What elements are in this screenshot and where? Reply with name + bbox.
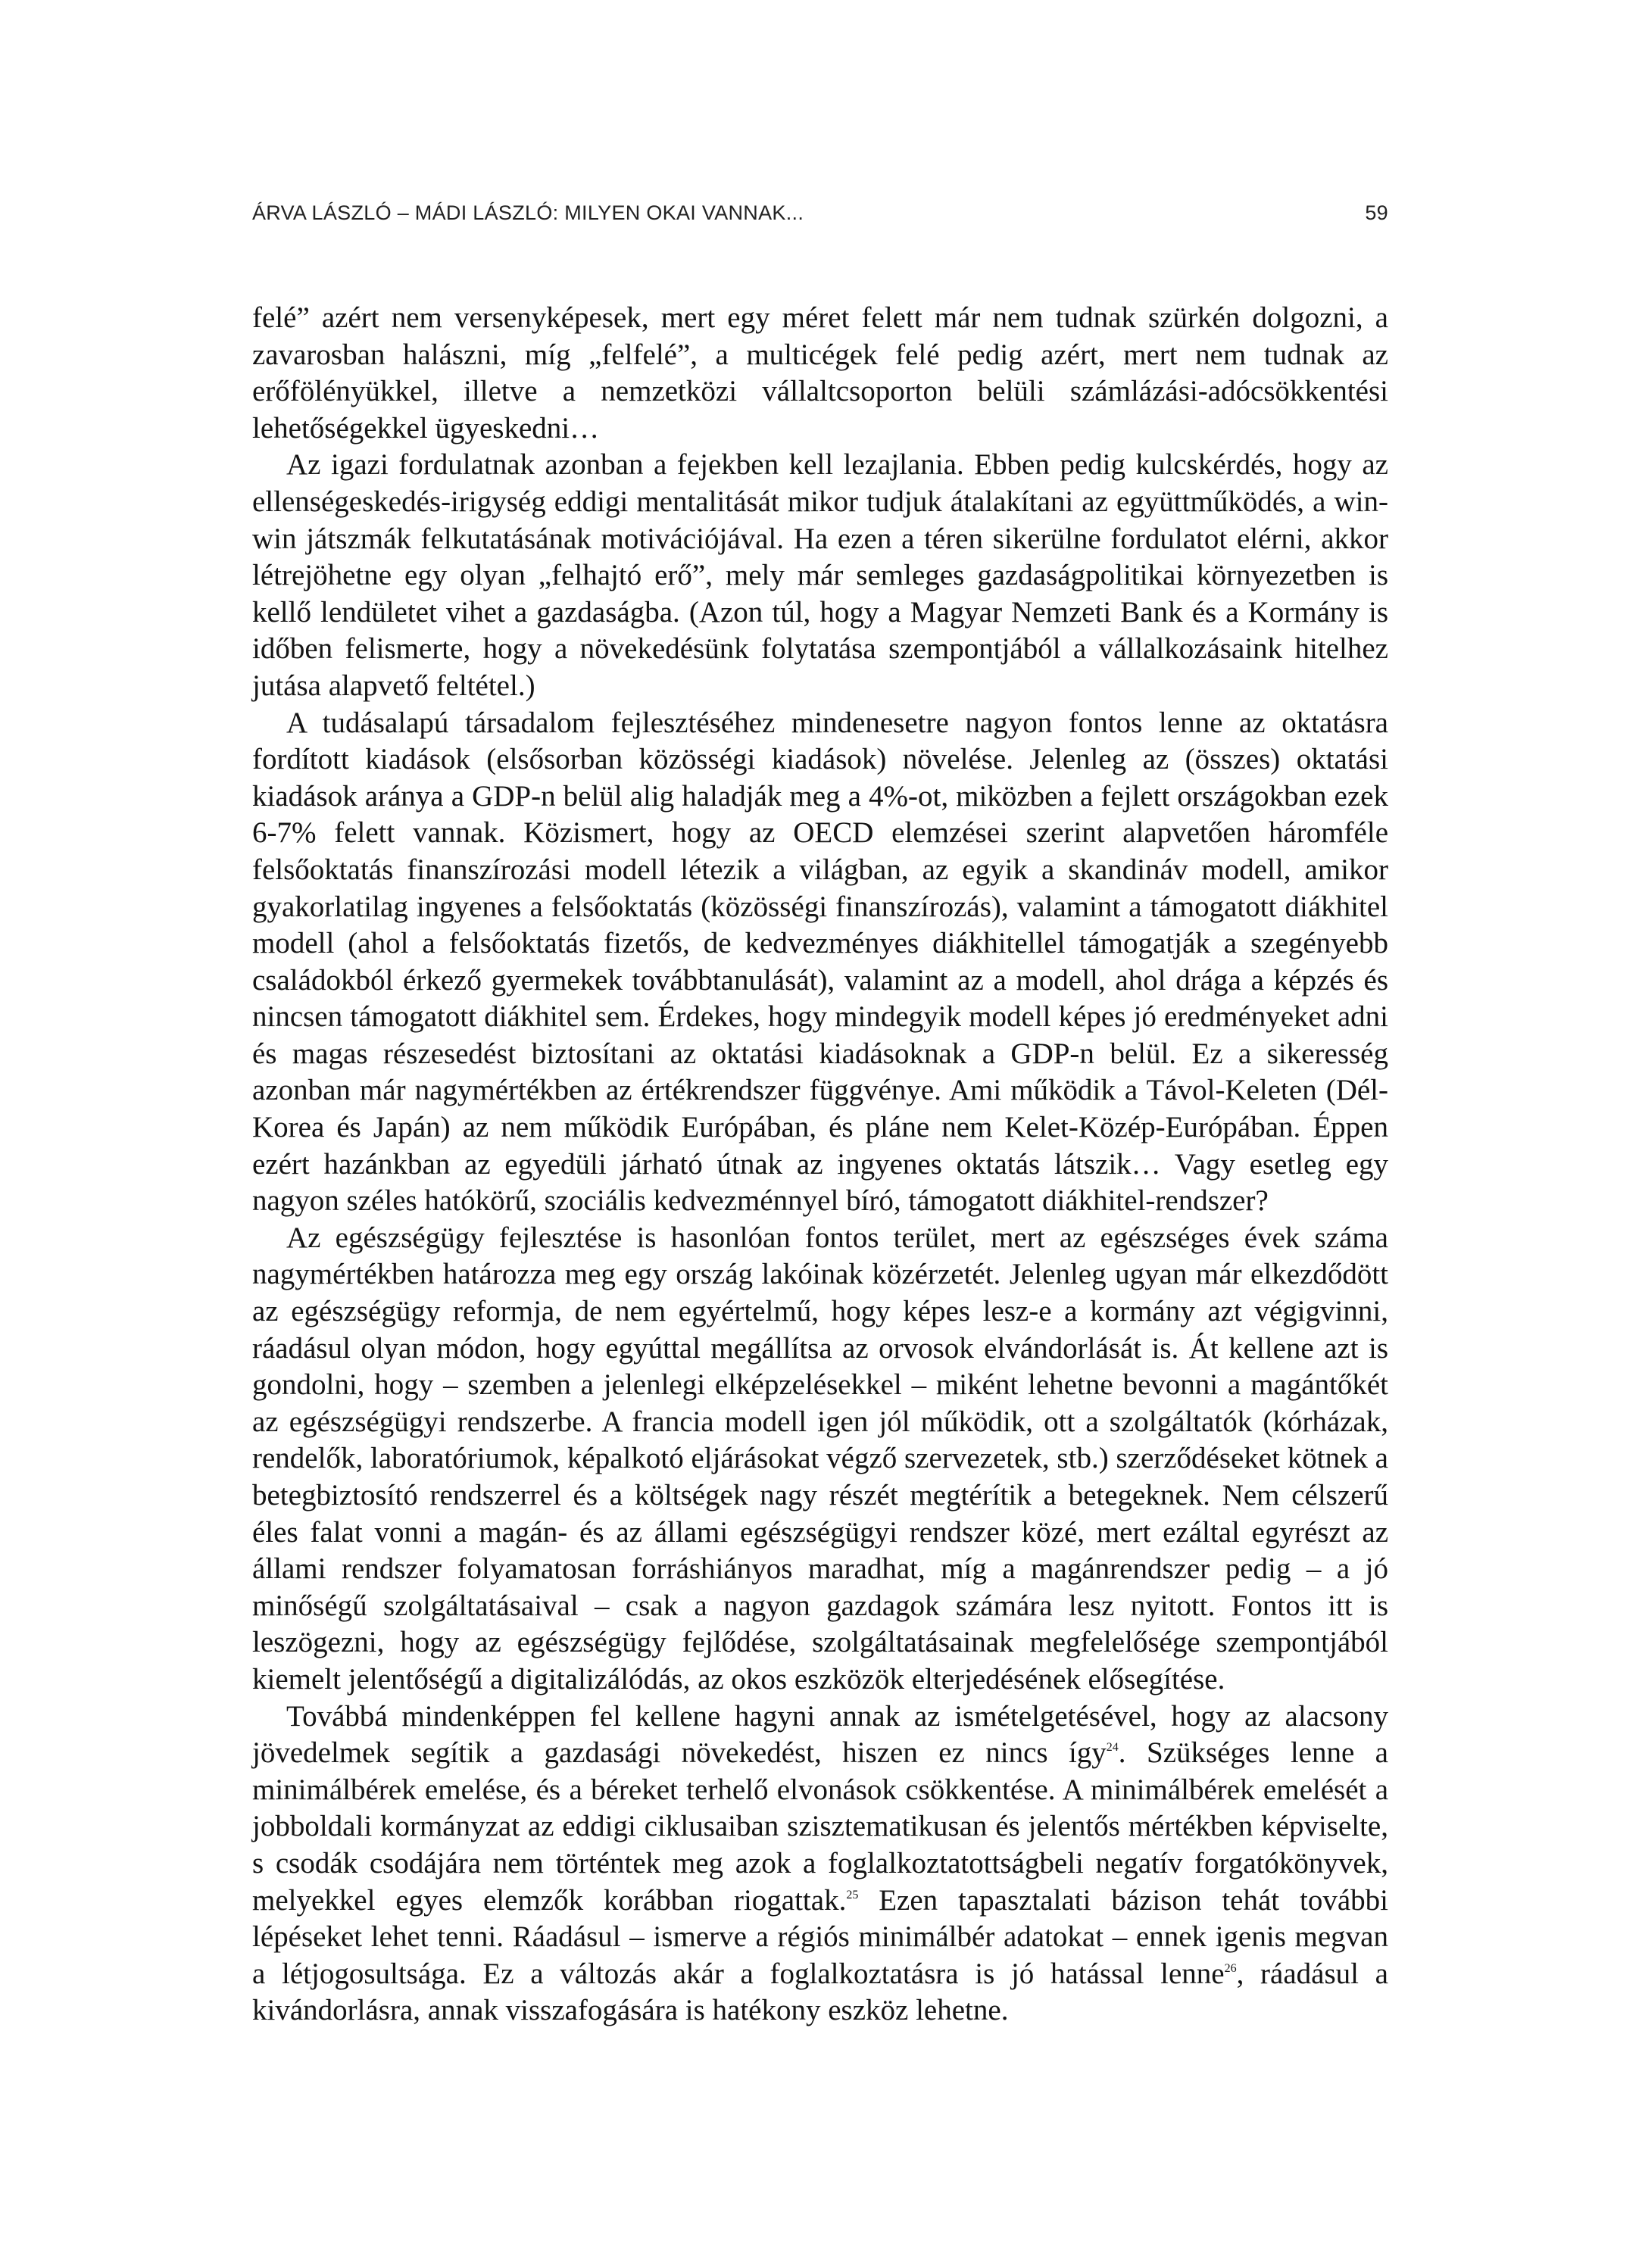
paragraph	[252, 1699, 1388, 2029]
paragraph-text: . Szükséges lenne a minimálbérek emelése, és a béreket terhelő elvonások csökkentése. A minimálbérek emelését a jobboldali kormányzat az eddigi ciklusaiban szisztematikusan és jelentős mértékben képviselte, s csodák csodájára nem történtek meg azok a foglalkoztatottságbeli negatív forgatókönyvek, melyekkel egyes elemzők korábban riogattak.	[252, 1736, 1388, 1917]
paragraph-text: , ráadásul a kivándorlásra, annak visszafogására is hatékony eszköz lehetne.	[252, 1957, 1388, 2027]
paragraph-text: A tudásalapú társadalom fejlesztéséhez mindenesetre nagyon fontos lenne az oktatásra fordított kiadások (elsősorban közösségi kiadások) növelése. Jelenleg az (összes) oktatási kiadások aránya a GDP-n belül alig haladják meg a 4%-ot, miközben a fejlett országokban ezek 6-7% felett vannak. Közismert, hogy az OECD elemzései szerint alapvetően háromféle felsőoktatás finanszírozási modell létezik a világban, az egyik a skandináv modell, amikor gyakorlatilag ingyenes a felsőoktatás (közösségi finanszírozás), valamint a támogatott diákhitel modell (ahol a felsőoktatás fizetős, de kedvezményes diákhitellel támogatják a szegényebb családokból érkező gyermekek továbbtanulását), valamint az a modell, ahol drága a képzés és nincsen támogatott diákhitel sem. Érdekes, hogy mindegyik modell képes jó eredményeket adni és magas részesedést biztosítani az oktatási kiadásoknak a GDP-n belül. Ez a sikeresség azonban már nagymértékben az értékrendszer függvénye. Ami működik a Távol-Keleten (Dél-Korea és Japán) az nem működik Európában, és pláne nem Kelet-Közép-Európában. Éppen ezért hazánkban az egyedüli járható útnak az ingyenes oktatás látszik… Vagy esetleg egy nagyon széles hatókörű, szociális kedvezménnyel bíró, támogatott diákhitel-rendszer?	[252, 706, 1388, 1218]
running-header	[252, 201, 1388, 232]
footnote-marker[interactable]: 26	[1224, 1961, 1237, 1975]
paragraph-text: Az igazi fordulatnak azonban a fejekben kell lezajlania. Ebben pedig kulcskérdés, hogy az ellenségeskedés-irigység eddigi mentalitását mikor tudjuk átalakítani az együttműködés, a win-win játszmák felkutatásának motivációjával. Ha ezen a téren sikerülne fordulatot elérni, akkor létrejöhetne egy olyan „felhajtó erő”, mely már semleges gazdaságpolitikai környezetben is kellő lendületet vihet a gazdaságba. (Azon túl, hogy a Magyar Nemzeti Bank és a Kormány is időben felismerte, hogy a növekedésünk folytatása szempontjából a vállalkozásaink hitelhez jutása alapvető feltétel.)	[252, 448, 1388, 702]
paragraph	[252, 1220, 1388, 1699]
footnote-marker[interactable]: 24	[1106, 1741, 1119, 1755]
paragraph	[252, 300, 1388, 447]
paragraph-text: Továbbá mindenképpen fel kellene hagyni annak az ismételgetésével, hogy az alacsony jövedelmek segítik a gazdasági növekedést, hiszen ez nincs így	[252, 1699, 1388, 1770]
footnote-marker[interactable]: 25	[846, 1888, 859, 1901]
page-number: 59	[1365, 201, 1388, 224]
paragraph-text: Ezen tapasztalati bázison tehát további lépéseket lehet tenni. Ráadásul – ismerve a régiós minimálbér adatokat – ennek igenis megvan a létjogosultsága. Ez a változás akár a foglalkoztatásra is jó hatással lenne	[252, 1883, 1388, 1990]
paragraph-text: felé” azért nem versenyképesek, mert egy méret felett már nem tudnak szürkén dolgozni, a zavarosban halászni, míg „felfelé”, a multicégek felé pedig azért, mert nem tudnak az erőfölényükkel, illetve a nemzetközi vállaltcsoporton belüli számlázási-adócsökkentési lehetőségekkel ügyeskedni…	[252, 301, 1388, 445]
running-title: ÁRVA LÁSZLÓ – MÁDI LÁSZLÓ: MILYEN OKAI VANNAK...	[252, 201, 804, 224]
paragraph-text: Az egészségügy fejlesztése is hasonlóan fontos terület, mert az egészséges évek száma nagymértékben határozza meg egy ország lakóinak közérzetét. Jelenleg ugyan már elkezdődött az egészségügy reformja, de nem egyértelmű, hogy képes lesz-e a kormány azt végigvinni, ráadásul olyan módon, hogy egyúttal megállítsa az orvosok elvándorlását is. Át kellene azt is gondolni, hogy – szemben a jelenlegi elképzelésekkel – miként lehetne bevonni a magántőkét az egészségügyi rendszerbe. A francia modell igen jól működik, ott a szolgáltatók (kórházak, rendelők, laboratóriumok, képalkotó eljárásokat végző szervezetek, stb.) szerződéseket kötnek a betegbiztosító rendszerrel és a költségek nagy részét megtérítik a betegeknek. Nem célszerű éles falat vonni a magán- és az állami egészségügyi rendszer közé, mert ezáltal egyrészt az állami rendszer folyamatosan forráshiányos maradhat, míg a magánrendszer pedig – a jó minőségű szolgáltatásaival – csak a nagyon gazdagok számára lesz nyitott. Fontos itt is leszögezni, hogy az egészségügy fejlődése, szolgáltatásainak megfelelősége szempontjából kiemelt jelentőségű a digitalizálódás, az okos eszközök elterjedésének elősegítése.	[252, 1221, 1388, 1696]
paragraph	[252, 447, 1388, 704]
paragraph	[252, 705, 1388, 1220]
body-text	[252, 300, 1388, 2029]
